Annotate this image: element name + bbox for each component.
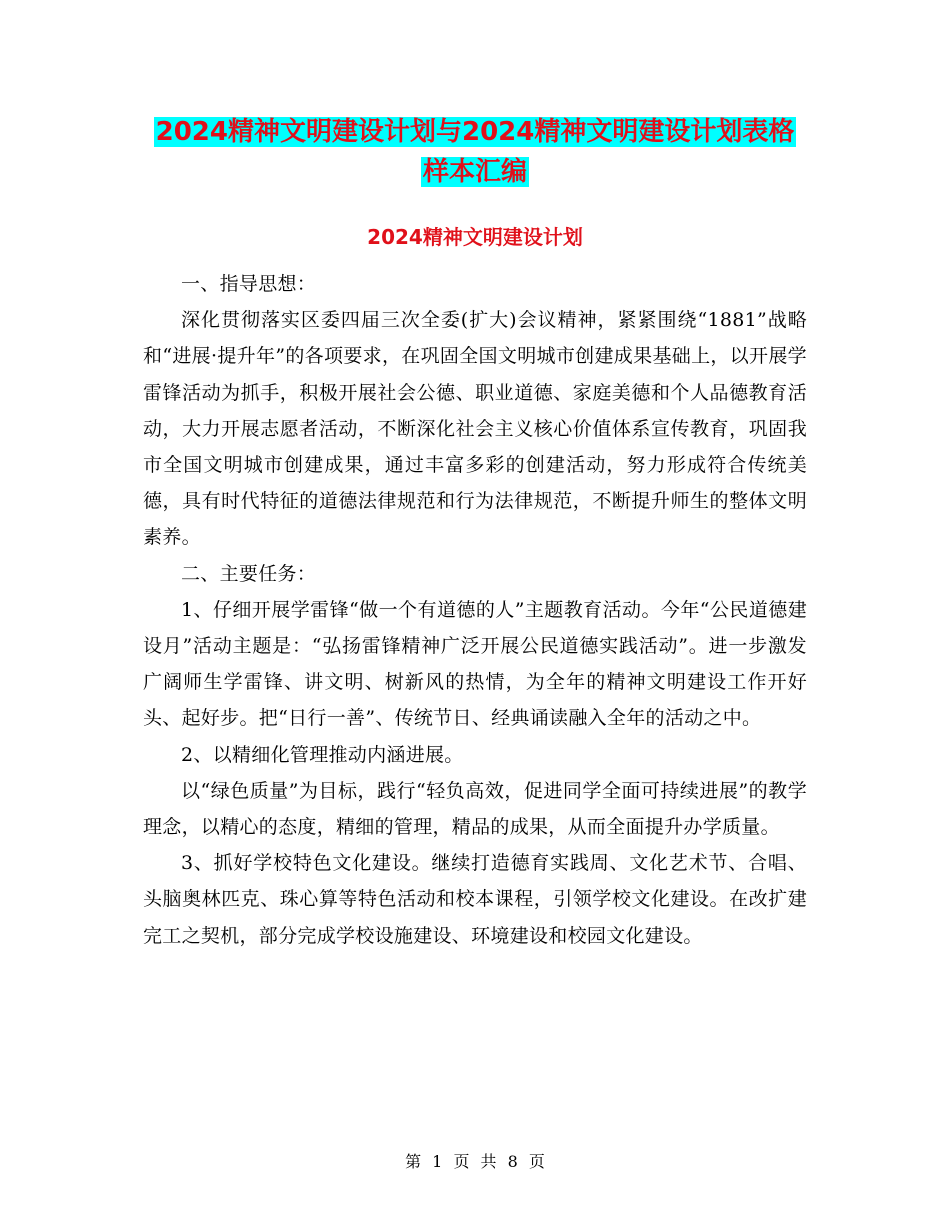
- heading-guiding-ideology: 一、指导思想：: [181, 273, 317, 295]
- document-title-line-2: 样本汇编: [422, 157, 527, 187]
- paragraph-task-2-detail: 以“绿色质量”为目标，践行“轻负高效，促进同学全面可持续进展”的教学理念，以精心的态度，精细的管理，精品的成果，从而全面提升办学质量。: [143, 779, 807, 839]
- document-title: [0, 112, 950, 192]
- page-footer: 第 1 页 共 8 页: [405, 1152, 545, 1171]
- section-title: 2024精神文明建设计划: [367, 225, 583, 249]
- paragraph-task-2: 2、以精细化管理推动内涵进展。: [181, 743, 464, 766]
- paragraph-guiding-ideology: 深化贯彻落实区委四届三次全委(扩大)会议精神，紧紧围绕“1881”战略和“进展·提升年”的各项要求，在巩固全国文明城市创建成果基础上，以开展学雷锋活动为抓手，积极开展社会公德、职业道德、家庭美德和个人品德教育活动，大力开展志愿者活动，不断深化社会主义核心价值体系宣传教育，巩固我市全国文明城市创建成果，通过丰富多彩的创建活动，努力形成符合传统美德，具有时代特征的道德法律规范和行为法律规范，不断提升师生的整体文明素养。: [143, 309, 807, 549]
- paragraph-task-1: 1、仔细开展学雷锋“做一个有道德的人”主题教育活动。今年“公民道德建设月”活动主题是：“弘扬雷锋精神广泛开展公民道德实践活动”。进一步激发广阔师生学雷锋、讲文明、树新风的热情，为全年的精神文明建设工作开好头、起好步。把“日行一善”、传统节日、经典诵读融入全年的活动之中。: [143, 598, 807, 730]
- heading-main-tasks: 二、主要任务：: [181, 562, 317, 585]
- paragraph-task-3: 3、抓好学校特色文化建设。继续打造德育实践周、文化艺术节、合唱、头脑奥林匹克、珠心算等特色活动和校本课程，引领学校文化建设。在改扩建完工之契机，部分完成学校设施建设、环境建设和校园文化建设。: [143, 852, 807, 947]
- document-title-line-1: 2024精神文明建设计划与2024精神文明建设计划表格: [155, 117, 795, 147]
- document-body: [143, 266, 807, 954]
